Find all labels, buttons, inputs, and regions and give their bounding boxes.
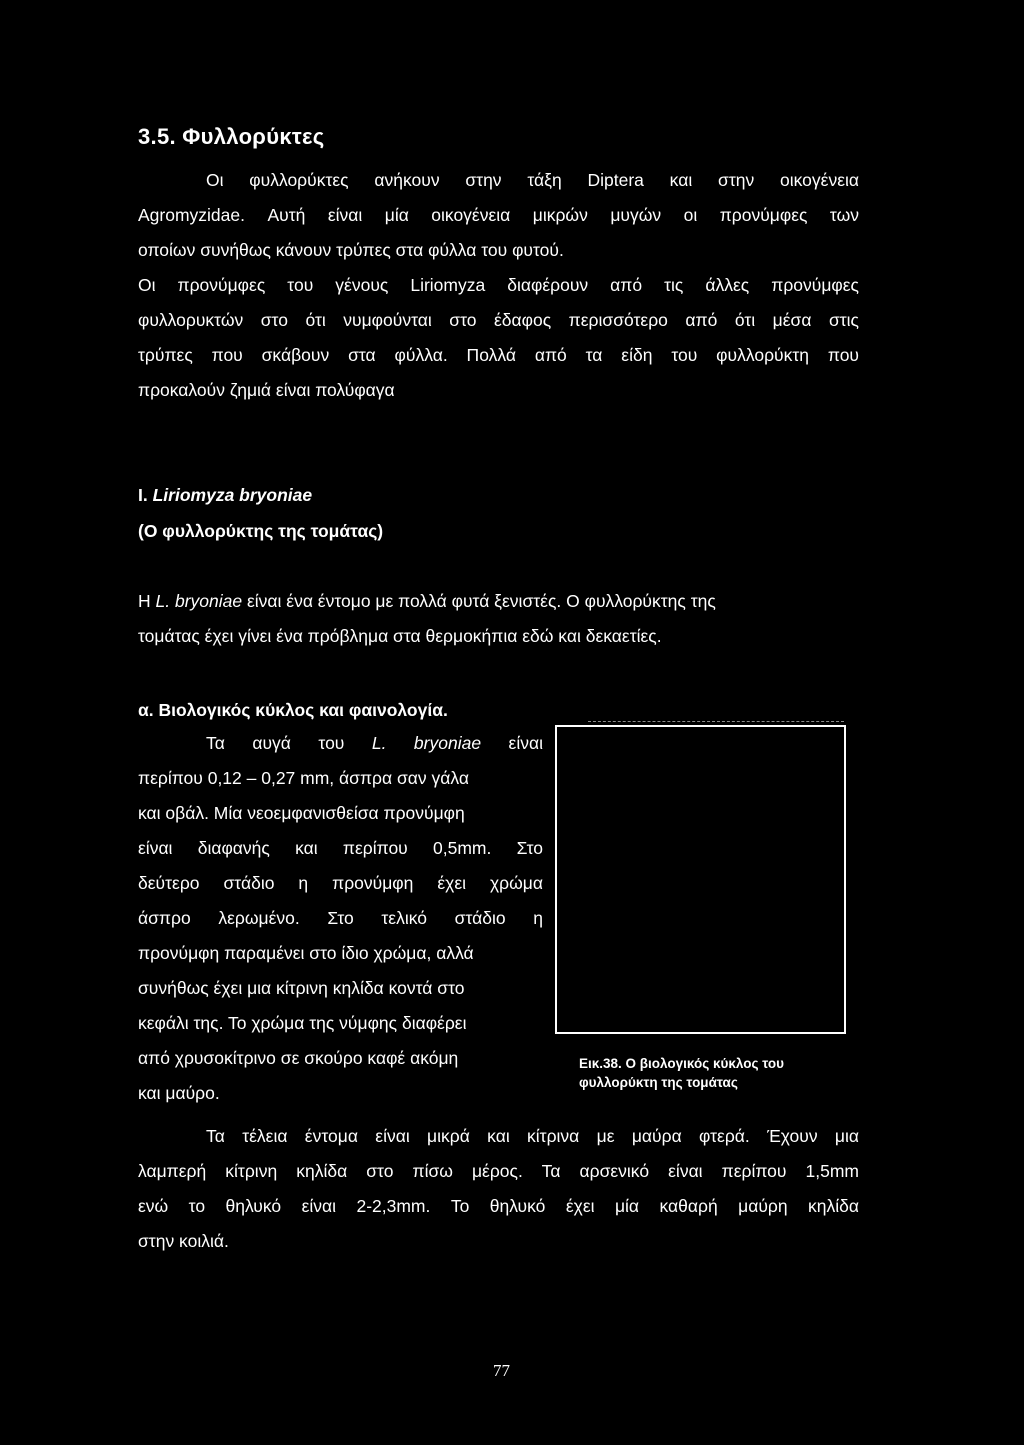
paragraph-line: Οι προνύμφες του γένους Liriomyza διαφέρουν από τις άλλες προνύμφες	[138, 275, 859, 295]
lifecycle-heading: α. Βιολογικός κύκλος και φαινολογία.	[138, 700, 448, 720]
figure-border-line	[588, 721, 844, 722]
paragraph-line: οποίων συνήθως κάνουν τρύπες στα φύλλα του φυτού.	[138, 240, 564, 260]
paragraph-line: Οι φυλλορύκτες ανήκουν στην τάξη Diptera και στην οικογένεια	[206, 170, 859, 190]
intro-rest: είναι ένα έντομο με πολλά φυτά ξενιστές. Ο φυλλορύκτης της	[242, 591, 716, 611]
line1-prefix: Τα αυγά του	[206, 733, 372, 753]
paragraph-line: τρύπες που σκάβουν στα φύλλα. Πολλά από τα είδη του φυλλορύκτη που	[138, 345, 859, 365]
figure-caption: Εικ.38. Ο βιολογικός κύκλος του φυλλορύκτη της τομάτας	[579, 1056, 785, 1090]
lifecycle-line: περίπου 0,12 – 0,27 mm, άσπρα σαν γάλα	[138, 768, 469, 788]
species-common-name: (Ο φυλλορύκτης της τομάτας)	[138, 521, 384, 541]
lifecycle-line: είναι διαφανής και περίπου 0,5mm. Στο	[138, 838, 543, 858]
species-name: Liriomyza bryoniae	[152, 485, 313, 505]
lifecycle-line: προνύμφη παραμένει στο ίδιο χρώμα, αλλά	[138, 943, 474, 963]
lifecycle-line: και οβάλ. Μία νεοεμφανισθείσα προνύμφη	[138, 803, 465, 823]
figure-image	[555, 725, 846, 1034]
page-number: 77	[493, 1361, 510, 1380]
paragraph-line: Agromyzidae. Αυτή είναι μία οικογένεια μικρών μυγών οι προνύμφες των	[138, 205, 859, 225]
species-number: I.	[138, 485, 148, 505]
lifecycle-line: άσπρο λερωμένο. Στο τελικό στάδιο η	[138, 908, 543, 928]
line1-species: L. bryoniae	[371, 733, 482, 753]
paragraph-line: προκαλούν ζημιά είναι πολύφαγα	[138, 380, 395, 400]
intro-prefix: Η	[138, 591, 156, 611]
lifecycle-line: κεφάλι της. Το χρώμα της νύμφης διαφέρει	[138, 1013, 467, 1033]
lifecycle-line: και μαύρο.	[138, 1083, 220, 1103]
line1-rest: είναι	[481, 733, 544, 753]
section-heading: 3.5. Φυλλορύκτες	[138, 124, 325, 149]
lifecycle-line: συνήθως έχει μια κίτρινη κηλίδα κοντά στο	[138, 978, 465, 998]
paragraph-line: φυλλορυκτών στο ότι νυμφούνται στο έδαφος περισσότερο από ότι μέσα στις	[138, 310, 859, 330]
lifecycle-line: δεύτερο στάδιο η προνύμφη έχει χρώμα	[138, 873, 543, 893]
adults-line: λαμπερή κίτρινη κηλίδα στο πίσω μέρος. Τα αρσενικό είναι περίπου 1,5mm	[138, 1161, 859, 1181]
species-intro-line: τομάτας έχει γίνει ένα πρόβλημα στα θερμοκήπια εδώ και δεκαετίες.	[138, 626, 662, 646]
species-intro-line	[138, 593, 716, 611]
adults-line: ενώ το θηλυκό είναι 2-2,3mm. Το θηλυκό έχει μία καθαρή μαύρη κηλίδα	[138, 1196, 859, 1216]
adults-line: Τα τέλεια έντομα είναι μικρά και κίτρινα με μαύρα φτερά. Έχουν μια	[206, 1126, 859, 1146]
intro-species: L. bryoniae	[155, 591, 243, 611]
adults-line: στην κοιλιά.	[138, 1231, 229, 1251]
lifecycle-line: από χρυσοκίτρινο σε σκούρο καφέ ακόμη	[138, 1048, 459, 1068]
lifecycle-line	[206, 735, 543, 753]
species-heading	[138, 485, 312, 506]
